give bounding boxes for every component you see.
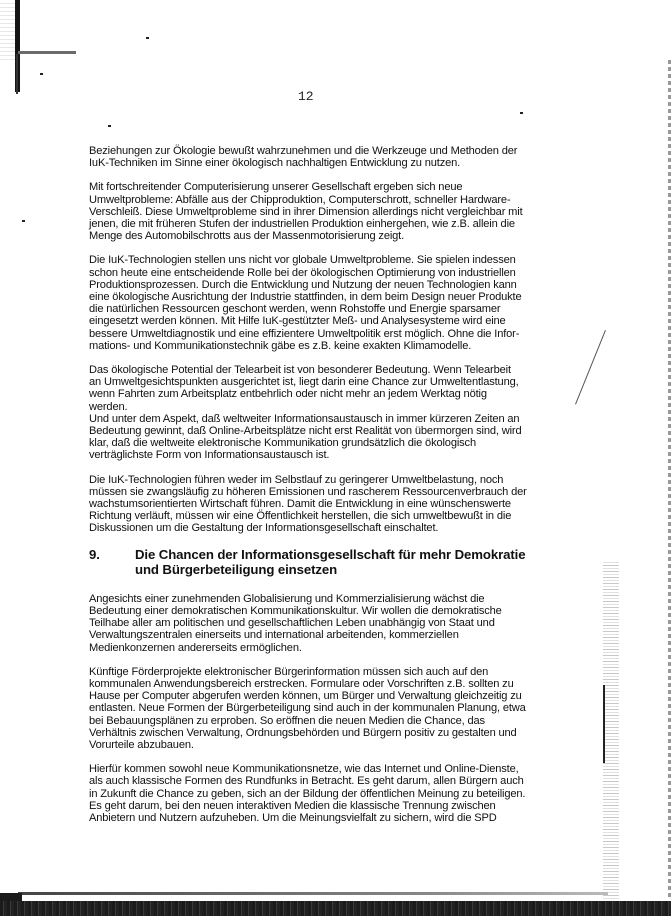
section-title: Die Chancen der Informationsgesellschaft für mehr Demokratie und Bürgerbeteiligung einsetzen	[135, 546, 526, 577]
page-number: 12	[298, 89, 314, 104]
scan-speck	[22, 220, 25, 222]
scan-edge-artifact	[18, 51, 76, 54]
paragraph: Das ökologische Potential der Telearbeit ist von besonderer Bedeutung. Wenn Telearbeit an Umweltgesichtspunkten ausgerichtet ist, liegt darin eine Chance zur Umweltentlastung, wenn Fahrten zum Arbeitsplatz entbehrlich oder nicht mehr an jedem Werktag nötig werden.	[89, 364, 519, 413]
scan-edge-artifact	[603, 685, 605, 763]
paragraph: Die IuK-Technologien führen weder im Selbstlauf zu geringerer Umweltbelastung, noch müssen sie zwangsläufig zu höheren Emissionen und rascherem Ressourcenverbrauch der wachstumsorientierten Wirtschaft führen. Damit die Entwicklung in eine wünschenswerte Richtung verläuft, müssen wir eine Öffentlichkeit herstellen, die sich umweltbewußt in die Diskussionen um die Gestaltung der Informationsgesellschaft einschaltet.	[89, 473, 527, 535]
scan-speck	[520, 112, 523, 114]
scan-edge-artifact	[18, 892, 608, 895]
paragraph: Hierfür kommen sowohl neue Kommunikationsnetze, wie das Internet und Online-Dienste, als auch klassische Formen des Rundfunks in Betracht. Es geht darum, allen Bürgern auch in Zukunft die Chance zu geben, sich an der Bildung der öffentlichen Meinung zu beteiligen. Es geht darum, bei den neuen interaktiven Medien die klassische Trennung zwischen Anbietern und Nutzern aufzuheben. Um die Meinungsvielfalt zu sichern, wird die SPD	[89, 763, 526, 824]
scan-noise-artifact	[603, 560, 619, 900]
paragraph: Angesichts einer zunehmenden Globalisierung und Kommerzialisierung wächst die Bedeutung einer demokratischen Kommunikationskultur. Wir wollen die demokratische Teilhabe aller am politischen und gesellschaftlichen Leben unabhängig von Staat und Verwaltungszentralen einerseits und international arbeitenden, kommerziellen Medienkonzernen andererseits ermöglichen.	[89, 592, 502, 654]
scan-edge-artifact	[16, 54, 18, 94]
scan-speck	[108, 125, 111, 127]
paragraph: Mit fortschreitender Computerisierung unserer Gesellschaft ergeben sich neue Umweltprobleme: Abfälle aus der Chipproduktion, Computerschrott, schneller Hardware- Verschleiß. Diese Umweltprobleme sind in ihrer Dimension allerdings nicht vergleichbar mit jenen, die mit früheren Stufen der industriellen Produktion einhergehen, wie z.B. allein die Menge des Automobilschrotts aus der Massenmotorisierung zeigt.	[89, 181, 523, 243]
paragraph: Künftige Förderprojekte elektronischer Bürgerinformation müssen sich auch auf den kommunalen Anwendungsbereich erstrecken. Formulare oder Vorschriften z.B. sollten zu Hause per Computer abgerufen werden können, um Bürger und Verwaltung gleichzeitig zu entlasten. Neue Formen der Bürgerbeteiligung sind auch in der kommunalen Planung, etwa bei Bebauungsplänen zu erproben. So eröffnen die neuen Medien die Chance, das Verhältnis zwischen Verwaltung, Ordnungsbehörden und Bürgern positiv zu gestalten und Vorurteile abzubauen.	[89, 665, 526, 751]
section-number: 9.	[89, 546, 100, 562]
paragraph: Die IuK-Technologien stellen uns nicht vor globale Umweltprobleme. Sie spielen indessen schon heute eine entscheidende Rolle bei der ökologischen Optimierung von industriellen Produktionsprozessen. Durch die Entwicklung und Nutzung der neuen Technologien kann eine ökologische Ausrichtung der Industrie stattfinden, in dem beim Design neuer Produkte die natürlichen Ressourcen geschont werden, wenn Rohstoffe und Energie sparsamer eingesetzt werden können. Mit Hilfe IuK-gestützter Meß- und Analysesysteme wird eine bessere Umweltdiagnostik und eine effizientere Umweltpolitik erst möglich. Ohne die Infor- mations- und Kommunikationstechnik gäbe es z.B. keine exakten Klimamodelle.	[89, 254, 522, 352]
scan-edge-artifact	[0, 0, 15, 60]
paragraph: Und unter dem Aspekt, daß weltweiter Informationsaustausch in immer kürzeren Zeiten an Bedeutung gewinnt, daß Online-Arbeitsplätze nicht erst Realität von übermorgen sind, wird klar, daß die weltweite elektronische Kommunikation grundsätzlich die ökologisch verträglichste Form von Informationsaustausch ist.	[89, 412, 522, 462]
scan-speck	[40, 73, 43, 75]
section-heading	[89, 547, 589, 577]
scan-speck	[146, 37, 149, 39]
scan-edge-artifact	[0, 901, 671, 916]
document-body	[89, 145, 589, 836]
paragraph: Beziehungen zur Ökologie bewußt wahrzunehmen und die Werkzeuge und Methoden der IuK-Techniken im Sinne einer ökologisch nachhaltigen Entwicklung zu nutzen.	[89, 145, 518, 170]
